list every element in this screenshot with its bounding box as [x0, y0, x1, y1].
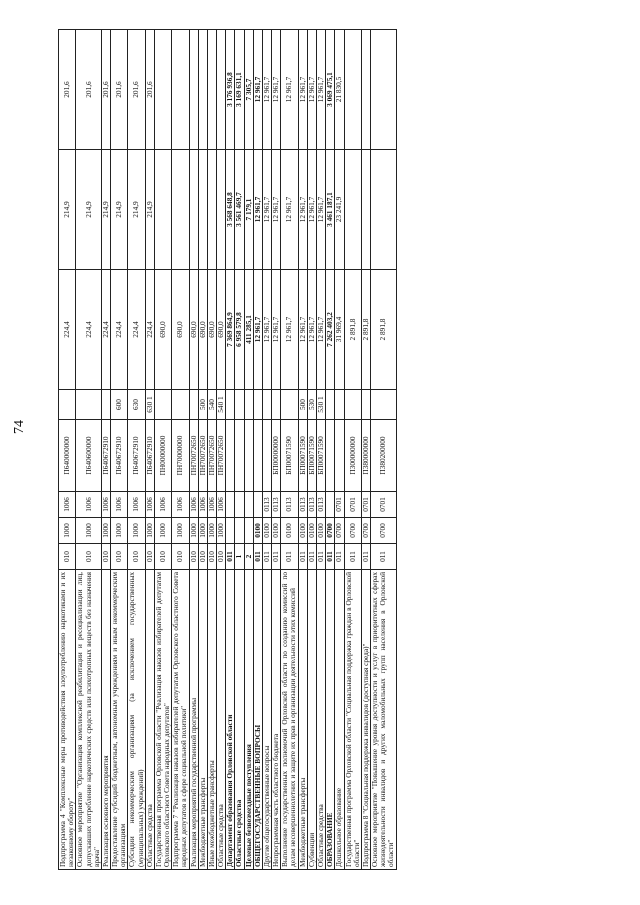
amount-year-1: 6 958 579,8 — [235, 270, 244, 390]
admin-code: 010 — [154, 544, 171, 570]
expense-type — [371, 390, 397, 420]
admin-code: 011 — [262, 544, 271, 570]
row-name: Межбюджетные трансферты — [298, 570, 307, 870]
amount-year-2: 12 961,7 — [316, 150, 325, 270]
target-article: П640000000 — [59, 420, 76, 492]
expense-type: 500 — [198, 390, 207, 420]
row-name: Государственная программа Орловской области "Реализация наказов избирателей депутатам Орловского областного Совета народных депутатов" — [154, 570, 171, 870]
admin-code: 010 — [198, 544, 207, 570]
amount-year-3 — [371, 30, 397, 150]
admin-code: 011 — [335, 544, 344, 570]
table-row — [128, 30, 145, 870]
admin-code: 011 — [361, 544, 370, 570]
budget-table — [58, 29, 397, 870]
target-article: БП00071590 — [298, 420, 307, 492]
amount-year-2: 12 961,7 — [262, 150, 271, 270]
target-article: П300000000 — [344, 420, 361, 492]
row-name: Областные средства — [145, 570, 154, 870]
amount-year-3: 201,6 — [128, 30, 145, 150]
row-name: Областные средства — [217, 570, 226, 870]
target-article: ПН00000000 — [154, 420, 171, 492]
amount-year-1: 12 961,7 — [316, 270, 325, 390]
admin-code: 011 — [344, 544, 361, 570]
table-row — [235, 30, 244, 870]
target-article: П640672910 — [145, 420, 154, 492]
amount-year-3: 201,6 — [111, 30, 128, 150]
subsection-code: 1006 — [198, 492, 207, 518]
table-row — [253, 30, 262, 870]
expense-type — [281, 390, 298, 420]
target-article: П380000000 — [361, 420, 370, 492]
row-name: Областные средства — [316, 570, 325, 870]
amount-year-3: 12 961,7 — [253, 30, 262, 150]
amount-year-2: 12 961,7 — [253, 150, 262, 270]
section-code: 1000 — [198, 518, 207, 544]
table-row — [226, 30, 235, 870]
expense-type — [235, 390, 244, 420]
row-name: Субвенции — [307, 570, 316, 870]
amount-year-1: 690,0 — [189, 270, 198, 390]
amount-year-2 — [361, 150, 370, 270]
expense-type — [335, 390, 344, 420]
expense-type — [253, 390, 262, 420]
amount-year-1: 12 961,7 — [298, 270, 307, 390]
admin-code: 011 — [253, 544, 262, 570]
amount-year-2 — [198, 150, 207, 270]
admin-code: 010 — [207, 544, 216, 570]
amount-year-3: 12 961,7 — [272, 30, 281, 150]
section-code: 1000 — [111, 518, 128, 544]
row-name: Предоставление субсидий бюджетным, автономным учреждениям и иным некоммерческим организациям — [111, 570, 128, 870]
admin-code: 010 — [111, 544, 128, 570]
admin-code: 010 — [101, 544, 110, 570]
subsection-code: 0113 — [262, 492, 271, 518]
expense-type: 600 — [111, 390, 128, 420]
expense-type — [262, 390, 271, 420]
subsection-code: 0113 — [281, 492, 298, 518]
section-code: 0700 — [335, 518, 344, 544]
subsection-code: 1006 — [59, 492, 76, 518]
expense-type — [326, 390, 335, 420]
amount-year-3: 21 830,5 — [335, 30, 344, 150]
row-name: Непрограммная часть областного бюджета — [272, 570, 281, 870]
amount-year-2: 214,9 — [128, 150, 145, 270]
row-name: Дошкольное образование — [335, 570, 344, 870]
target-article: П640600000 — [76, 420, 102, 492]
row-name: Основное мероприятие "Повышение уровня доступности и услуг в приоритетных сферах жизнедеятельности инвалидов и других маломобильных групп населения в Орловской области" — [371, 570, 397, 870]
page-number: 74 — [12, 420, 27, 434]
expense-type — [189, 390, 198, 420]
subsection-code — [235, 492, 244, 518]
subsection-code — [244, 492, 253, 518]
amount-year-3: 12 961,7 — [307, 30, 316, 150]
row-name: Департамент образования Орловской области — [226, 570, 235, 870]
amount-year-3: 3 176 936,8 — [226, 30, 235, 150]
amount-year-2: 12 961,7 — [272, 150, 281, 270]
expense-type — [59, 390, 76, 420]
admin-code: 011 — [226, 544, 235, 570]
subsection-code: 1006 — [101, 492, 110, 518]
amount-year-1: 12 961,7 — [281, 270, 298, 390]
target-article — [335, 420, 344, 492]
admin-code: 011 — [307, 544, 316, 570]
target-article: БП00071590 — [281, 420, 298, 492]
amount-year-3: 12 961,7 — [316, 30, 325, 150]
subsection-code — [226, 492, 235, 518]
section-code: 0700 — [371, 518, 397, 544]
amount-year-2: 3 461 187,1 — [326, 150, 335, 270]
expense-type — [226, 390, 235, 420]
section-code: 1000 — [101, 518, 110, 544]
subsection-code: 1006 — [217, 492, 226, 518]
amount-year-1: 690,0 — [154, 270, 171, 390]
target-article — [226, 420, 235, 492]
amount-year-2 — [371, 150, 397, 270]
amount-year-2: 3 568 648,8 — [226, 150, 235, 270]
table-row — [244, 30, 253, 870]
section-code: 1000 — [172, 518, 189, 544]
admin-code: 011 — [371, 544, 397, 570]
table-row — [281, 30, 298, 870]
section-code: 0100 — [316, 518, 325, 544]
amount-year-3 — [207, 30, 216, 150]
subsection-code: 0113 — [298, 492, 307, 518]
row-name: Реализация основного мероприятия — [101, 570, 110, 870]
amount-year-1: 2 891,8 — [371, 270, 397, 390]
amount-year-2 — [207, 150, 216, 270]
amount-year-1: 411 285,1 — [244, 270, 253, 390]
row-name: Целевые безвозмездные поступления — [244, 570, 253, 870]
section-code: 0100 — [272, 518, 281, 544]
table-row — [154, 30, 171, 870]
expense-type: 530 1 — [316, 390, 325, 420]
table-row — [344, 30, 361, 870]
subsection-code: 1006 — [145, 492, 154, 518]
row-name: Выполнение государственных полномочий Орловской области по созданию комиссий по делам несовершеннолетних и защите их прав и организации деятельности этих комиссий — [281, 570, 298, 870]
row-name: ОБЩЕГОСУДАРСТВЕННЫЕ ВОПРОСЫ — [253, 570, 262, 870]
row-name: Субсидии некоммерческим организациям (за исключением государственных (муниципальных) учреждений) — [128, 570, 145, 870]
section-code: 0700 — [344, 518, 361, 544]
amount-year-3: 3 069 475,1 — [326, 30, 335, 150]
table-row — [298, 30, 307, 870]
section-code: 0100 — [262, 518, 271, 544]
row-name: Государственная программа Орловской области "Социальная поддержка граждан в Орловской области" — [344, 570, 361, 870]
target-article: БП00071590 — [316, 420, 325, 492]
table-row — [371, 30, 397, 870]
rotated-page — [58, 30, 578, 870]
amount-year-1: 12 961,7 — [272, 270, 281, 390]
admin-code: 011 — [281, 544, 298, 570]
section-code: 0700 — [361, 518, 370, 544]
amount-year-3 — [154, 30, 171, 150]
amount-year-2 — [344, 150, 361, 270]
target-article: П640672910 — [101, 420, 110, 492]
amount-year-3: 201,6 — [76, 30, 102, 150]
row-name: Основное мероприятие "Организация комплексной реабилитации и ресоциализации лиц, допускавших потребление наркотических средств или психотропных веществ без назначения врача" — [76, 570, 102, 870]
section-code: 0100 — [298, 518, 307, 544]
section-code: 1000 — [59, 518, 76, 544]
amount-year-1: 7 262 403,2 — [326, 270, 335, 390]
table-row — [172, 30, 189, 870]
amount-year-3: 12 961,7 — [281, 30, 298, 150]
amount-year-2: 23 241,9 — [335, 150, 344, 270]
expense-type — [244, 390, 253, 420]
section-code: 1000 — [145, 518, 154, 544]
expense-type: 630 1 — [145, 390, 154, 420]
amount-year-3: 3 169 631,1 — [235, 30, 244, 150]
section-code: 1000 — [154, 518, 171, 544]
subsection-code: 1006 — [128, 492, 145, 518]
amount-year-1: 12 961,7 — [262, 270, 271, 390]
admin-code: 010 — [217, 544, 226, 570]
amount-year-2 — [172, 150, 189, 270]
subsection-code: 0701 — [371, 492, 397, 518]
admin-code: 010 — [172, 544, 189, 570]
table-row — [111, 30, 128, 870]
amount-year-1: 224,4 — [101, 270, 110, 390]
subsection-code: 1006 — [76, 492, 102, 518]
row-name: Областные средства — [235, 570, 244, 870]
amount-year-3: 12 961,7 — [262, 30, 271, 150]
admin-code: 011 — [326, 544, 335, 570]
amount-year-2: 214,9 — [76, 150, 102, 270]
subsection-code: 1006 — [154, 492, 171, 518]
table-row — [76, 30, 102, 870]
subsection-code: 1006 — [111, 492, 128, 518]
row-name: Другие общегосударственные вопросы — [262, 570, 271, 870]
expense-type — [154, 390, 171, 420]
target-article: ПН70072650 — [189, 420, 198, 492]
row-name: Реализация мероприятий государственной программы — [189, 570, 198, 870]
amount-year-2: 12 961,7 — [298, 150, 307, 270]
amount-year-1: 7 369 864,9 — [226, 270, 235, 390]
table-row — [145, 30, 154, 870]
table-row — [316, 30, 325, 870]
subsection-code: 0113 — [272, 492, 281, 518]
target-article: П640672910 — [111, 420, 128, 492]
admin-code: 010 — [189, 544, 198, 570]
amount-year-3 — [172, 30, 189, 150]
amount-year-1: 12 961,7 — [307, 270, 316, 390]
amount-year-2: 12 961,7 — [281, 150, 298, 270]
expense-type: 630 — [128, 390, 145, 420]
section-code: 0100 — [307, 518, 316, 544]
section-code: 1000 — [217, 518, 226, 544]
amount-year-1: 224,4 — [76, 270, 102, 390]
subsection-code: 0701 — [344, 492, 361, 518]
admin-code: 010 — [59, 544, 76, 570]
row-name: Межбюджетные трансферты — [198, 570, 207, 870]
expense-type — [172, 390, 189, 420]
target-article — [235, 420, 244, 492]
section-code — [235, 518, 244, 544]
target-article: П380200000 — [371, 420, 397, 492]
amount-year-3: 7 305,7 — [244, 30, 253, 150]
amount-year-3: 201,6 — [145, 30, 154, 150]
target-article: БП00000000 — [272, 420, 281, 492]
section-code: 1000 — [128, 518, 145, 544]
row-name: Подпрограмма 7 "Реализация наказов избирателей депутатам Орловского областного Совета народных депутатов в сфере социальной политики" — [172, 570, 189, 870]
admin-code: 011 — [272, 544, 281, 570]
amount-year-3 — [198, 30, 207, 150]
expense-type — [361, 390, 370, 420]
target-article — [244, 420, 253, 492]
expense-type — [101, 390, 110, 420]
table-row — [189, 30, 198, 870]
target-article — [253, 420, 262, 492]
section-code: 0100 — [253, 518, 262, 544]
expense-type: 530 — [307, 390, 316, 420]
section-code: 1000 — [207, 518, 216, 544]
amount-year-1: 12 961,7 — [253, 270, 262, 390]
row-name: Иные межбюджетные трансферты — [207, 570, 216, 870]
amount-year-3 — [361, 30, 370, 150]
expense-type: 500 — [298, 390, 307, 420]
amount-year-1: 2 891,8 — [361, 270, 370, 390]
expense-type — [344, 390, 361, 420]
subsection-code: 0701 — [361, 492, 370, 518]
section-code: 0100 — [281, 518, 298, 544]
target-article — [326, 420, 335, 492]
amount-year-1: 224,4 — [145, 270, 154, 390]
subsection-code: 1006 — [172, 492, 189, 518]
admin-code: 010 — [128, 544, 145, 570]
amount-year-2 — [154, 150, 171, 270]
section-code: 0700 — [326, 518, 335, 544]
expense-type: 540 — [207, 390, 216, 420]
target-article: БП00071590 — [307, 420, 316, 492]
section-code — [226, 518, 235, 544]
amount-year-2 — [189, 150, 198, 270]
amount-year-1: 224,4 — [59, 270, 76, 390]
amount-year-3 — [344, 30, 361, 150]
subsection-code: 1006 — [189, 492, 198, 518]
amount-year-3 — [189, 30, 198, 150]
row-name: Подпрограмма 4 "Комплексные меры противодействия злоупотреблению наркотиками и их незаконному обороту" — [59, 570, 76, 870]
amount-year-2: 214,9 — [101, 150, 110, 270]
subsection-code: 0113 — [307, 492, 316, 518]
amount-year-2: 7 179,1 — [244, 150, 253, 270]
amount-year-2: 214,9 — [59, 150, 76, 270]
section-code: 1000 — [76, 518, 102, 544]
amount-year-2: 214,9 — [145, 150, 154, 270]
expense-type: 540 1 — [217, 390, 226, 420]
target-article: ПН70072650 — [198, 420, 207, 492]
amount-year-3: 201,6 — [59, 30, 76, 150]
amount-year-1: 690,0 — [207, 270, 216, 390]
admin-code: 011 — [298, 544, 307, 570]
table-row — [335, 30, 344, 870]
admin-code: 1 — [235, 544, 244, 570]
target-article: ПН70072650 — [207, 420, 216, 492]
expense-type — [272, 390, 281, 420]
admin-code: 2 — [244, 544, 253, 570]
section-code — [244, 518, 253, 544]
amount-year-2: 214,9 — [111, 150, 128, 270]
admin-code: 010 — [76, 544, 102, 570]
table-row — [59, 30, 76, 870]
amount-year-2: 3 561 469,7 — [235, 150, 244, 270]
admin-code: 010 — [145, 544, 154, 570]
table-body — [59, 30, 397, 870]
subsection-code: 1006 — [207, 492, 216, 518]
table-row — [326, 30, 335, 870]
amount-year-2: 12 961,7 — [307, 150, 316, 270]
amount-year-3: 12 961,7 — [298, 30, 307, 150]
target-article: ПН70000000 — [172, 420, 189, 492]
amount-year-1: 690,0 — [217, 270, 226, 390]
subsection-code: 0701 — [335, 492, 344, 518]
expense-type — [76, 390, 102, 420]
amount-year-1: 690,0 — [172, 270, 189, 390]
target-article: П640672910 — [128, 420, 145, 492]
amount-year-1: 224,4 — [111, 270, 128, 390]
target-article: ПН70072650 — [217, 420, 226, 492]
admin-code: 011 — [316, 544, 325, 570]
row-name: ОБРАЗОВАНИЕ — [326, 570, 335, 870]
amount-year-3: 201,6 — [101, 30, 110, 150]
row-name: Подпрограмма 8 "Социальная поддержка инвалидов (доступная среда)" — [361, 570, 370, 870]
subsection-code: 0113 — [316, 492, 325, 518]
amount-year-1: 2 891,8 — [344, 270, 361, 390]
amount-year-1: 31 969,4 — [335, 270, 344, 390]
amount-year-1: 690,0 — [198, 270, 207, 390]
section-code: 1000 — [189, 518, 198, 544]
amount-year-1: 224,4 — [128, 270, 145, 390]
